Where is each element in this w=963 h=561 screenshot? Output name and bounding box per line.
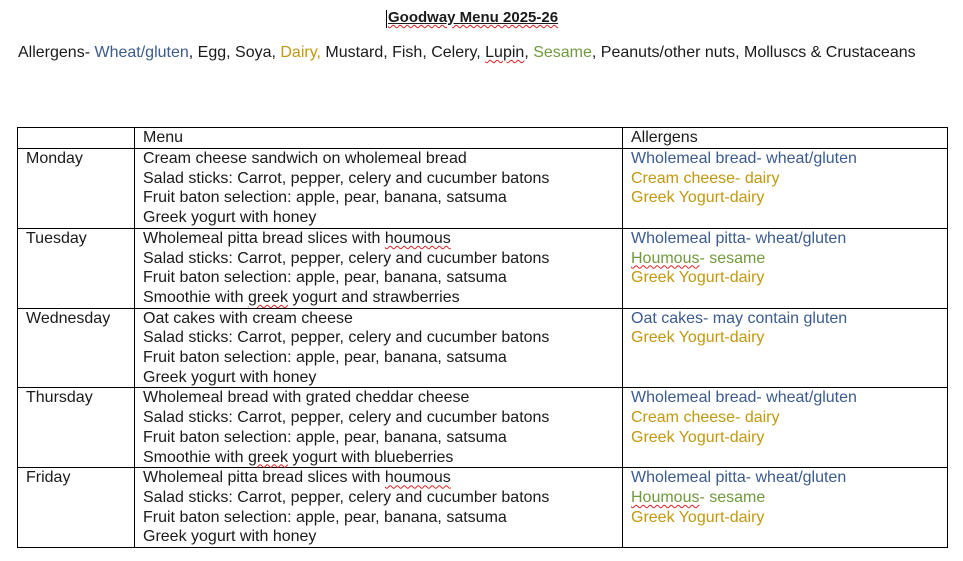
allergen-line: Wholemeal pitta- wheat/gluten bbox=[631, 229, 847, 247]
menu-line: Greek yogurt with honey bbox=[143, 209, 317, 227]
allergen-line: Greek Yogurt-dairy bbox=[631, 269, 765, 287]
allergen-mid-3: , bbox=[524, 44, 534, 61]
allergen-wheat: Wheat/gluten bbox=[94, 44, 189, 61]
allergen-line: Wholemeal bread- wheat/gluten bbox=[631, 150, 857, 167]
allergen-sesame: Sesame bbox=[533, 44, 592, 61]
allergen-text-spellcheck: Houmous bbox=[631, 488, 700, 506]
allergen-line bbox=[631, 488, 947, 508]
allergen-cell[interactable] bbox=[623, 468, 948, 548]
menu-line: Salad sticks: Carrot, pepper, celery and cucumber batons bbox=[143, 249, 550, 267]
table-row bbox=[18, 308, 948, 388]
table-row bbox=[18, 468, 948, 548]
allergen-cell[interactable] bbox=[623, 388, 948, 468]
menu-text-spellcheck: houmous bbox=[384, 229, 451, 247]
document-title[interactable] bbox=[388, 9, 558, 26]
allergen-list[interactable] bbox=[18, 42, 918, 63]
table-row bbox=[18, 149, 948, 229]
menu-line: Salad sticks: Carrot, pepper, celery and cucumber batons bbox=[143, 488, 550, 506]
menu-text: Wholemeal pitta bread slices with bbox=[143, 469, 385, 487]
menu-cell[interactable] bbox=[135, 228, 623, 308]
menu-line: Cream cheese sandwich on wholemeal bread bbox=[143, 150, 467, 167]
allergen-lupin: Lupin bbox=[485, 44, 525, 61]
menu-line: Oat cakes with cream cheese bbox=[143, 309, 353, 327]
menu-text-spellcheck: greek bbox=[247, 448, 288, 466]
title-text: Goodway Menu 2025-26 bbox=[388, 9, 559, 26]
text-cursor bbox=[386, 10, 387, 28]
table-row bbox=[18, 228, 948, 308]
menu-line: Salad sticks: Carrot, pepper, celery and cucumber batons bbox=[143, 329, 550, 347]
table-row bbox=[18, 388, 948, 468]
menu-line: Fruit baton selection: apple, pear, banana, satsuma bbox=[143, 349, 507, 367]
menu-line bbox=[143, 288, 622, 308]
menu-text-spellcheck: houmous bbox=[384, 469, 451, 487]
menu-line: Fruit baton selection: apple, pear, banana, satsuma bbox=[143, 189, 507, 207]
allergen-mid-2: Mustard, Fish, Celery, bbox=[320, 44, 486, 61]
day-cell[interactable]: Friday bbox=[18, 468, 135, 548]
allergen-text-spellcheck: Houmous bbox=[631, 249, 700, 267]
header-allergens[interactable]: Allergens bbox=[623, 128, 948, 149]
allergen-line: Wholemeal pitta- wheat/gluten bbox=[631, 469, 847, 487]
allergen-label: Allergens- bbox=[18, 44, 91, 61]
menu-text: Wholemeal pitta bread slices with bbox=[143, 229, 385, 247]
menu-text: Smoothie with bbox=[143, 448, 248, 466]
allergen-line: Greek Yogurt-dairy bbox=[631, 508, 765, 526]
header-menu[interactable]: Menu bbox=[135, 128, 623, 149]
menu-line bbox=[143, 448, 622, 468]
day-cell[interactable]: Monday bbox=[18, 149, 135, 229]
allergen-text: - sesame bbox=[699, 488, 766, 506]
menu-line: Fruit baton selection: apple, pear, banana, satsuma bbox=[143, 428, 507, 446]
menu-text-spellcheck: greek bbox=[247, 288, 288, 306]
menu-text: yogurt with blueberries bbox=[287, 448, 454, 466]
allergen-tail: , Peanuts/other nuts, Molluscs & Crustaceans bbox=[591, 44, 916, 61]
allergen-line: Cream cheese- dairy bbox=[631, 409, 780, 427]
menu-cell[interactable] bbox=[135, 308, 623, 388]
header-day[interactable] bbox=[18, 128, 135, 149]
allergen-cell[interactable] bbox=[623, 228, 948, 308]
menu-line bbox=[143, 468, 622, 488]
menu-table[interactable] bbox=[17, 127, 948, 548]
menu-line: Fruit baton selection: apple, pear, banana, satsuma bbox=[143, 508, 507, 526]
menu-line bbox=[143, 229, 622, 249]
allergen-line: Greek Yogurt-dairy bbox=[631, 329, 765, 347]
menu-cell[interactable] bbox=[135, 149, 623, 229]
menu-cell[interactable] bbox=[135, 388, 623, 468]
allergen-cell[interactable] bbox=[623, 149, 948, 229]
allergen-line: Wholemeal bread- wheat/gluten bbox=[631, 389, 857, 407]
allergen-mid-1: , Egg, Soya, bbox=[188, 44, 281, 61]
menu-line: Fruit baton selection: apple, pear, banana, satsuma bbox=[143, 269, 507, 287]
menu-line: Salad sticks: Carrot, pepper, celery and cucumber batons bbox=[143, 169, 550, 187]
allergen-line: Greek Yogurt-dairy bbox=[631, 189, 765, 207]
allergen-line: Greek Yogurt-dairy bbox=[631, 428, 765, 446]
day-cell[interactable]: Thursday bbox=[18, 388, 135, 468]
day-cell[interactable]: Wednesday bbox=[18, 308, 135, 388]
menu-text: Smoothie with bbox=[143, 288, 248, 306]
menu-line: Greek yogurt with honey bbox=[143, 528, 317, 546]
allergen-line: Oat cakes- may contain gluten bbox=[631, 309, 848, 327]
menu-line: Salad sticks: Carrot, pepper, celery and cucumber batons bbox=[143, 409, 550, 427]
table-header-row bbox=[18, 128, 948, 149]
allergen-cell[interactable] bbox=[623, 308, 948, 388]
allergen-line: Cream cheese- dairy bbox=[631, 169, 780, 187]
allergen-dairy: Dairy, bbox=[280, 44, 321, 61]
menu-line: Greek yogurt with honey bbox=[143, 368, 317, 386]
allergen-line bbox=[631, 249, 947, 269]
allergen-text: - sesame bbox=[699, 249, 766, 267]
menu-line: Wholemeal bread with grated cheddar cheese bbox=[143, 389, 470, 407]
menu-cell[interactable] bbox=[135, 468, 623, 548]
menu-text: yogurt and strawberries bbox=[287, 288, 460, 306]
day-cell[interactable]: Tuesday bbox=[18, 228, 135, 308]
